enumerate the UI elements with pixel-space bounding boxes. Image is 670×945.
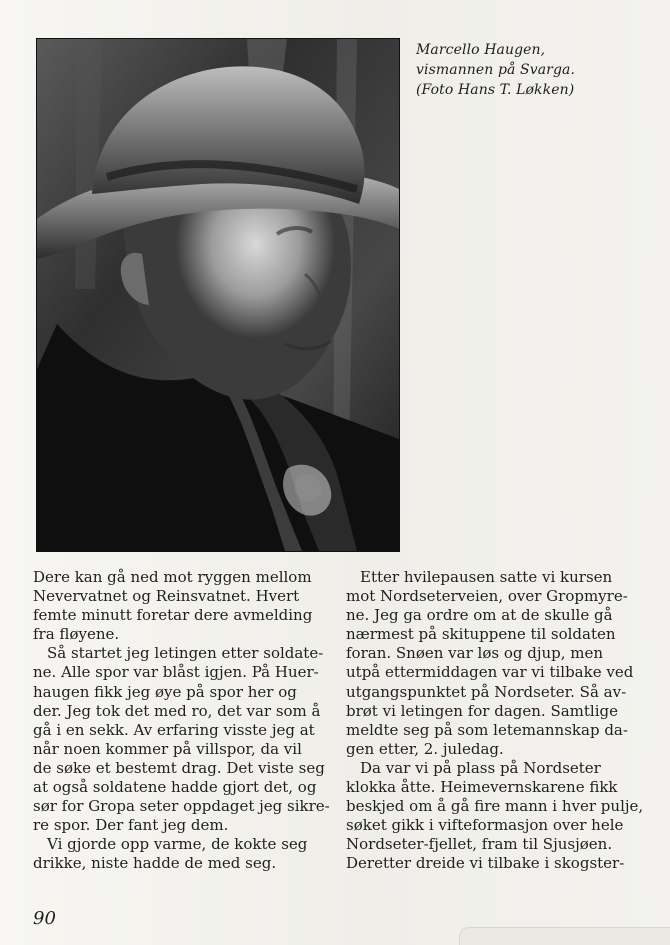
right-line: Etter hvilepausen satte vi kursen bbox=[360, 568, 613, 586]
left-line: haugen fikk jeg øye på spor her og bbox=[33, 682, 297, 701]
text-column-right bbox=[346, 568, 644, 874]
right-line: meldte seg på som letemannskap da- bbox=[346, 720, 628, 739]
left-line: re spor. Der fant jeg dem. bbox=[33, 816, 229, 835]
right-line: søket gikk i vifteformasjon over hele bbox=[346, 816, 624, 835]
photo-caption bbox=[416, 40, 626, 100]
right-line: beskjed om å gå fire mann i hver pulje, bbox=[346, 797, 644, 816]
left-line: ne. Alle spor var blåst igjen. På Huer- bbox=[33, 663, 319, 682]
left-line: der. Jeg tok det med ro, det var som å bbox=[33, 701, 321, 720]
right-line: brøt vi letingen for dagen. Samtlige bbox=[346, 701, 618, 720]
right-line: klokka åtte. Heimevernskarene fikk bbox=[346, 778, 618, 797]
right-line: foran. Snøen var løs og djup, men bbox=[346, 644, 604, 663]
right-line: utpå ettermiddagen var vi tilbake ved bbox=[346, 663, 634, 682]
left-line: at også soldatene hadde gjort det, og bbox=[33, 778, 317, 797]
left-line: Nevervatnet og Reinsvatnet. Hvert bbox=[33, 587, 300, 606]
right-line: ne. Jeg ga ordre om at de skulle gå bbox=[346, 606, 613, 625]
right-line: mot Nordseterveien, over Gropmyre- bbox=[346, 587, 628, 606]
right-line: gen etter, 2. juledag. bbox=[346, 739, 504, 758]
caption-line-1: Marcello Haugen, bbox=[416, 42, 546, 58]
left-line: Så startet jeg letingen etter soldate- bbox=[47, 644, 324, 663]
page-corner-tab bbox=[459, 927, 670, 945]
right-line: Da var vi på plass på Nordseter bbox=[360, 758, 601, 777]
left-line: Dere kan gå ned mot ryggen mellom bbox=[33, 568, 312, 586]
left-line: drikke, niste hadde de med seg. bbox=[33, 854, 277, 873]
left-line: fra fløyene. bbox=[33, 625, 120, 644]
left-line: når noen kommer på villspor, da vil bbox=[33, 739, 302, 758]
caption-line-3: (Foto Hans T. Løkken) bbox=[416, 82, 575, 98]
right-line: nærmest på skituppene til soldaten bbox=[346, 625, 616, 644]
right-line: Deretter dreide vi tilbake i skogster- bbox=[346, 854, 625, 873]
left-line: Vi gjorde opp varme, de kokte seg bbox=[47, 835, 308, 854]
right-line: utgangspunktet på Nordseter. Så av- bbox=[346, 682, 627, 701]
right-line: Nordseter-fjellet, fram til Sjusjøen. bbox=[346, 835, 613, 854]
portrait-photo bbox=[36, 38, 400, 552]
left-line: gå i en sekk. Av erfaring visste jeg at bbox=[33, 720, 315, 739]
caption-line-2: vismannen på Svarga. bbox=[416, 62, 576, 78]
page-number: 90 bbox=[33, 908, 56, 929]
left-line: de søke et bestemt drag. Det viste seg bbox=[33, 758, 325, 777]
text-column-left bbox=[33, 568, 333, 874]
left-line: femte minutt foretar dere avmelding bbox=[33, 606, 313, 625]
left-line: sør for Gropa seter oppdaget jeg sikre- bbox=[33, 797, 330, 816]
